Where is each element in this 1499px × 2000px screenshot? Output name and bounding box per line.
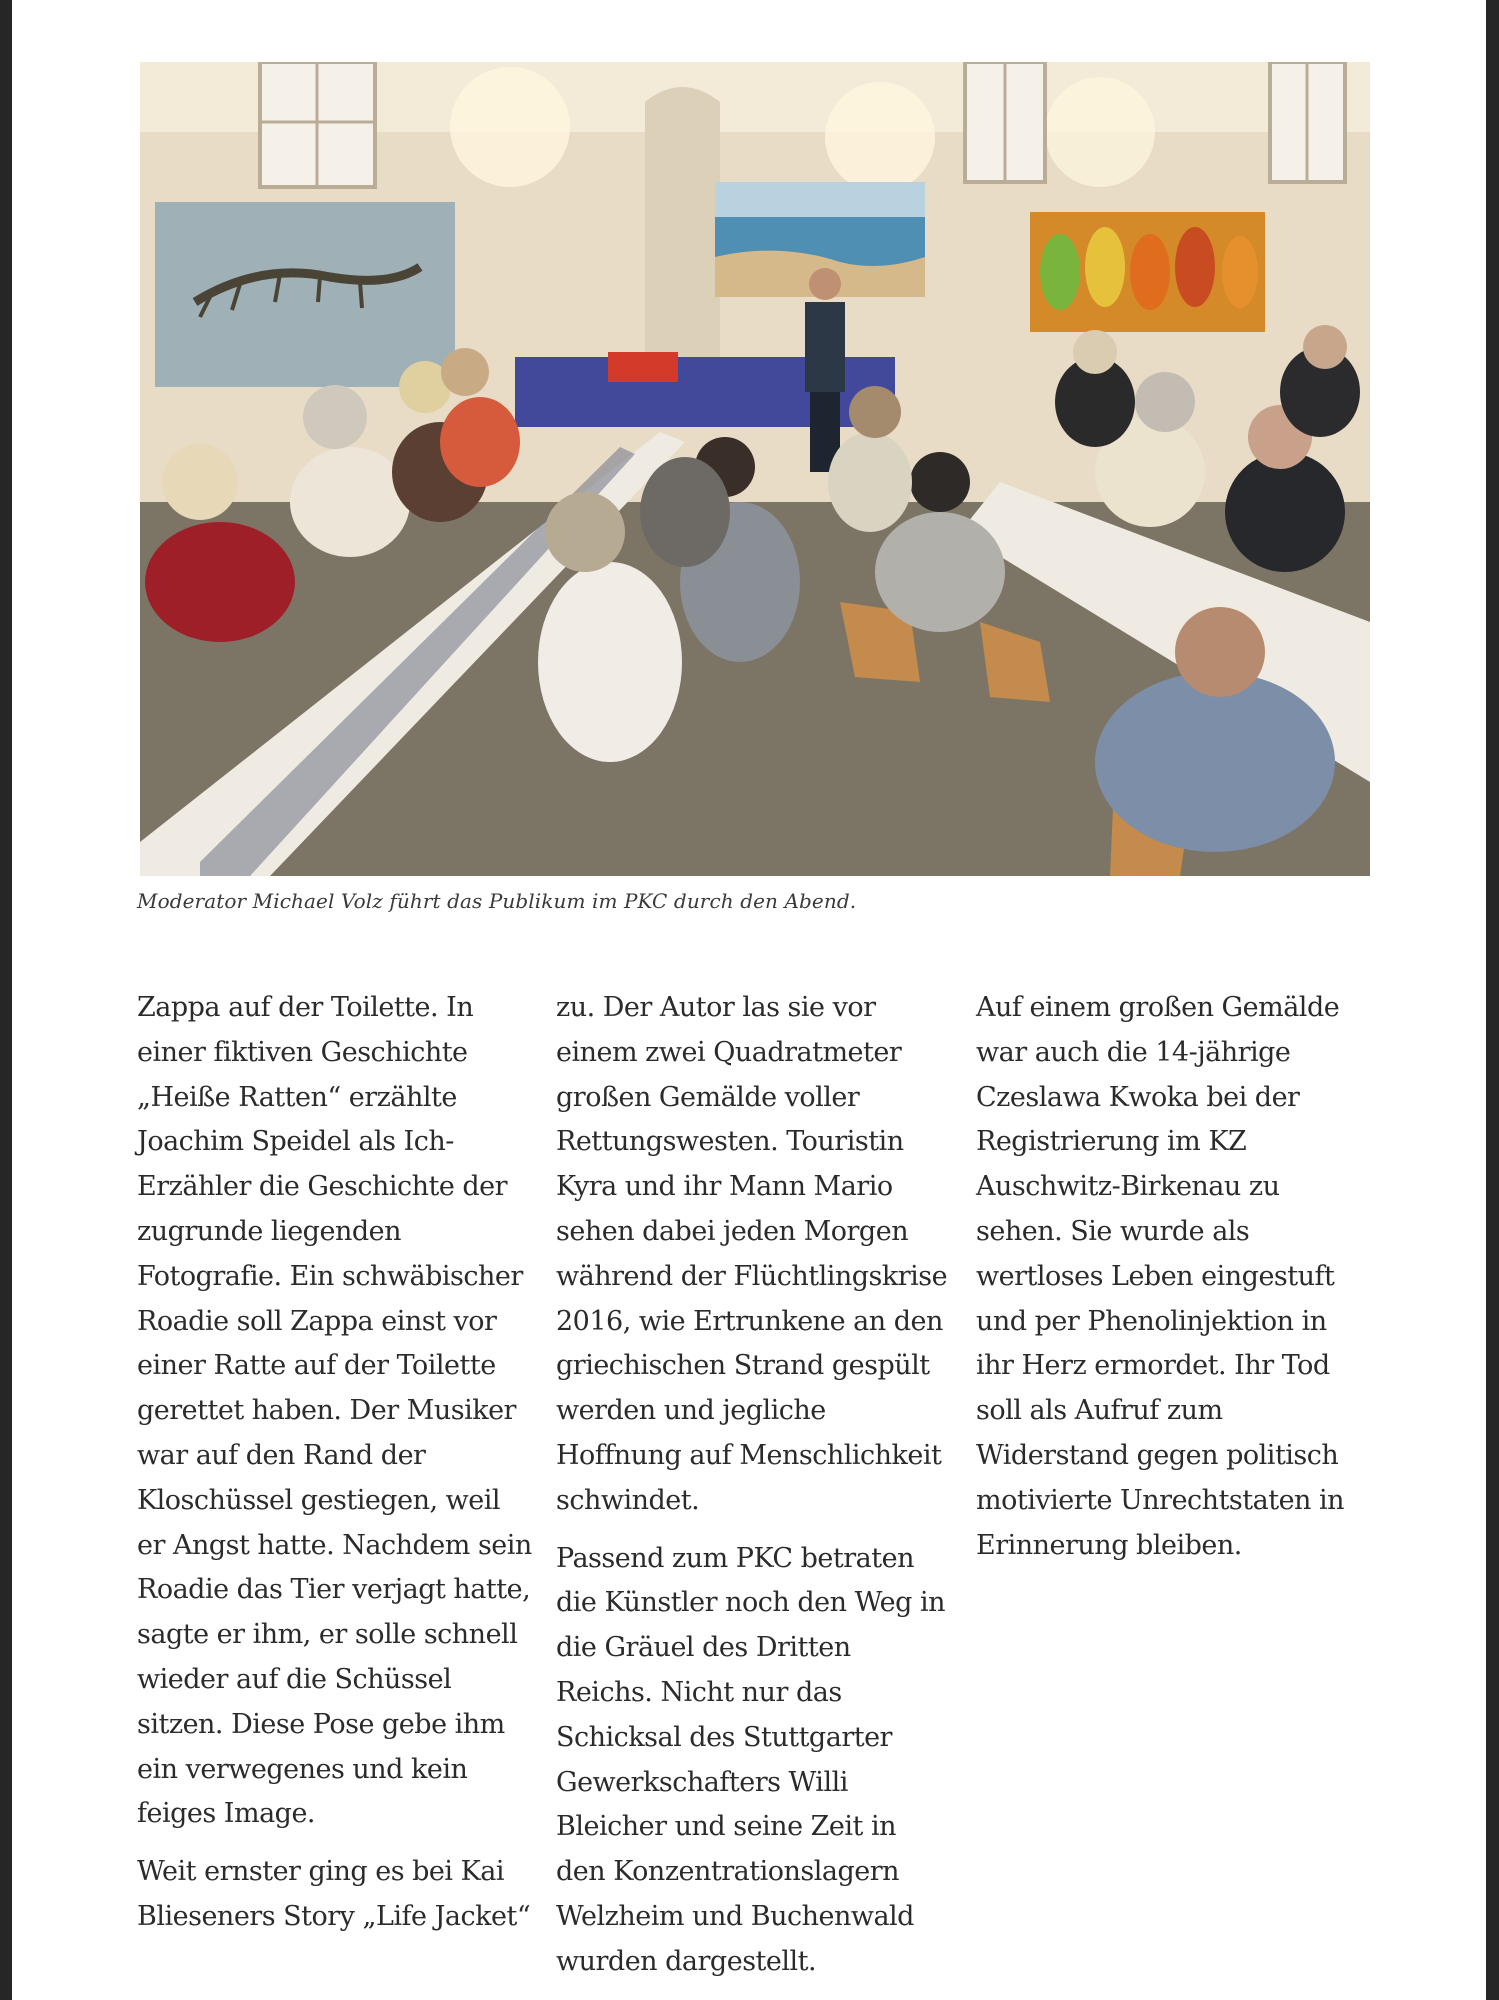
event-photo	[140, 62, 1370, 876]
article-column-1	[137, 986, 532, 1953]
paragraph: Auf einem großen Gemälde war auch die 14-jährige Czeslawa Kwoka bei der Registrierung im KZ Auschwitz-Birkenau zu sehen. Sie wurde als wertloses Leben eingestuft und per Phenolinjektion in ihr Herz ermordet. Ihr Tod soll als Aufruf zum Widerstand gegen politisch motivierte Unrechtstaten in Erinnerung bleiben.	[976, 992, 1345, 1561]
photo-caption: Moderator Michael Volz führt das Publikum im PKC durch den Abend.	[137, 889, 857, 913]
paragraph: Weit ernster ging es bei Kai Blieseners Story „Life Jacket“	[137, 1856, 531, 1932]
paragraph: Passend zum PKC betraten die Künstler noch den Weg in die Gräuel des Dritten Reichs. Nicht nur das Schicksal des Stuttgarter Gewerkschafters Willi Bleicher und seine Zeit in den Konzentrationslagern Welzheim und Buchenwald wurden dargestellt.	[556, 1542, 946, 1977]
photo-illustration	[140, 62, 1370, 876]
article-column-3	[976, 986, 1371, 1581]
paragraph: zu. Der Autor las sie vor einem zwei Quadratmeter großen Gemälde voller Rettungswesten. Touristin Kyra und ihr Mann Mario sehen dabei jeden Morgen während der Flüchtlingskrise 2016, wie Ertrunkene an den griechischen Strand gespült werden und jegliche Hoffnung auf Menschlichkeit schwindet.	[556, 992, 948, 1516]
article-body	[137, 986, 1377, 1977]
paragraph: Zappa auf der Toilette. In einer fiktiven Geschichte „Heiße Ratten“ erzählte Joachim Speidel als Ich-Erzähler die Geschichte der zugrunde liegenden Fotografie. Ein schwäbischer Roadie soll Zappa einst vor einer Ratte auf der Toilette gerettet haben. Der Musiker war auf den Rand der Kloschüssel gestiegen, weil er Angst hatte. Nachdem sein Roadie das Tier verjagt hatte, sagte er ihm, er solle schnell wieder auf die Schüssel sitzen. Diese Pose gebe ihm ein verwegenes und kein feiges Image.	[137, 992, 532, 1830]
article-page	[12, 0, 1486, 2000]
article-column-2	[556, 986, 951, 1998]
